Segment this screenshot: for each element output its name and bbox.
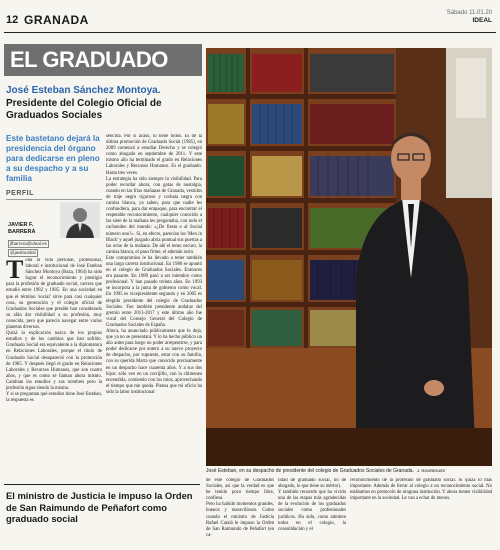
author-avatar (60, 202, 100, 238)
paragraph: La estrategia ha sido siempre la visibilidad. Para poder recordar ahora, con gotas de nostalgia, cuando en las frías mañanas de Granada, vestidos de traje negro riguroso y corbata negra con camisa blanca, ya saben, para que nadie les confundiera, para dar empaque, para encontrar el respetable reconocimiento, cualquier conocido a las siete de la mañana les preguntaba, con todo el cachondeo del mundo: «¿De fiesta o al Social número uno?». Si, en efecto, parecían los 'Men in Black' y aquél juzgado abría puntual sus puertas a las ocho de la mañana. De ahí el temo oscuro, la camisa blanca, el paso firme, el ademán serio. (106, 176, 202, 255)
author-first: JAVIER F. (8, 222, 34, 228)
article-column-1 (6, 258, 102, 480)
drop-cap: T (6, 258, 24, 284)
paragraph: de este colegio de Graduados Sociales, así que la verdad es que he tenido poco tiempo libre, confiesa. (206, 478, 274, 502)
photo-credit: J. RODRÍGUEZ (416, 468, 446, 473)
paragraph: sencilla. Por si acaso, lo tiene todos. Es de la última promoción de Graduado Social (1985), en 2009 comenzó a estudiar Derecho y se colegió como abogado en septiembre de 2011. Y este mismo año ha terminado el grado en Relaciones Laborales y Recursos Humanos. Es el graduado. Hasta tres veces. (106, 134, 202, 176)
article-column-5 (350, 478, 492, 548)
author-byline (8, 222, 36, 236)
caption-text: José Esteban, en su despacho de presidente del colegio de Graduados Sociales de Granada. (206, 468, 414, 474)
author-contacts (8, 240, 49, 258)
secondary-headline: El ministro de Justicia le impuso la Orden de San Raimundo de Peñafort como graduado social (6, 490, 193, 524)
paragraph: Pero ha habido momentos grandes, buenos y maravillosos. Como cuando el ministro de Justicia Rafael Catalá le impuso la Orden de San Raimundo de Peñafort (en ca- (206, 502, 274, 538)
subject-role: Presidente del Colegio Oficial de Graduados Sociales (6, 98, 162, 121)
paragraph: Quizá la explicación nazca de los propios estudios y de los cambios que han sufrido. Graduado Social era equivalente a la diplomatura en Relaciones Laborales, porque el título de Graduado Social desapareció con la promoción de 1985. Y después llegó el grado en Relaciones Laborales y Recursos Humanos, que son cuatro años, y que es como se llaman ahora mismo. Cambian los estudios y sus nombres pero la profesión sigue siendo la misma. (6, 331, 102, 391)
article-column-3 (206, 478, 274, 548)
photo-caption (206, 468, 492, 474)
sidebar-rule (4, 484, 200, 485)
author-twitter[interactable]: @javilacabal (10, 250, 36, 255)
paragraph: reconocimiento de la profesión de graduado social. Si quizá lo más importante. Además de llevar al colegio a un reconocimiento social. No estábamos en protocolo de ninguna institución. Y ahora tienen visibilidad importante en la sociedad. Le van a echar de menos. (350, 478, 492, 502)
profile-rule (6, 199, 102, 200)
subject-name: José Esteban Sánchez Montoya. (6, 85, 161, 96)
paragraph: Este compromiso le ha llevado a tener también una larga carrera institucional. En 1986 se apuntó en el colegio de Graduados Sociales. Entonces era pasante. En 1989 pasó a ser miembro como profesional. Y han pasado treinta años. En 1993 se incorpora a la junta de gobierno como vocal. En 1995 es vicepresidente segundo y en 2005 es elegido presidente del colegio de Graduados Sociales. Fue también presidente andaluz del gremio entre 2013-2017 y este último año fue vocal del Consejo General del Colegio de Graduados Sociales de España. (106, 255, 202, 328)
dateline (447, 9, 492, 25)
article-column-2 (106, 134, 202, 480)
paragraph: Ahora, ha anunciado públicamente que lo deja, que ya no se presentará. Y lo ha hecho público un año antes para luego no poder arrepentirse, y para poder dedicarse por entero a su nuevo proyecto de despacho, por supuesto, estar con su familia, con su querida Marta que conocido precisamente en un despacho hace cuarenta años. Y a sus dos hijos: sólo veo en un corrijillo, con la chimenea encendida, comiendo con los míos, aprovechando el tiempo que me queda. Piensa que mi oficio ha sido la labor institucional (106, 329, 202, 395)
publication-name: IDEAL (472, 17, 492, 24)
paragraph: Y también recuerdo que ha vivido una de las etapas más agradecidas de la evolución de los graduados sociales como profesionales jurídicos. Ha sido, como admiten todos en el colegio, la consolidación y el (278, 490, 346, 532)
page-number: 12 (6, 14, 19, 26)
paragraph: oda la vida personal, profesional, laboral e institucional de José Esteban Sánchez Montoya (Baza, 1964) ha sido lograr el reconocimiento y prestigio para la profesión de graduado social, carrera que estudió entre 1982 y 1985. En una sociedad en que el término 'social' sirve para casi cualquier cosa, su generación y el colegio oficial de Graduados Sociales que preside han considerado su afán dar visibilidad a su profesión, muy conocida, pero que parecía navegar entre varios planetas diversos. (6, 258, 102, 331)
page-header (0, 0, 500, 34)
author-last: BARRERA (8, 229, 36, 235)
section-name: GRANADA (24, 13, 89, 27)
paragraph: Y si se preguntan qué estudios tiene José Esteban, la respuesta es (6, 392, 102, 404)
paragraph: lidad de graduado social, no de abogado, lo que tiene su mérito). (278, 478, 346, 490)
subject-photo (206, 48, 492, 466)
article-column-4 (278, 478, 346, 548)
headline-banner (4, 44, 202, 76)
author-email[interactable]: jfbarrera@ideal.es (10, 241, 47, 246)
publication-date: Sábado 11.01.20 (446, 10, 492, 16)
profile-label: PERFIL (6, 190, 34, 197)
header-rule (4, 32, 496, 33)
article-deck: Este bastetano dejará la presidencia del órgano para dedicarse en pleno a su despacho y a su familia (6, 134, 100, 183)
headline: EL GRADUADO (10, 47, 168, 72)
